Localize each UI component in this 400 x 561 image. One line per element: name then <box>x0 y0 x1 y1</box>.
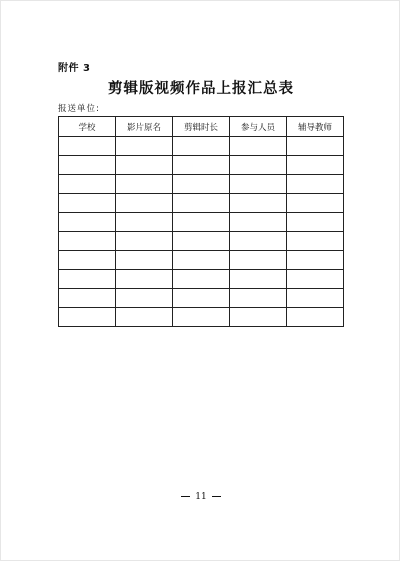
table-cell <box>59 270 116 289</box>
table-cell <box>230 232 287 251</box>
table-cell <box>230 251 287 270</box>
submitting-unit-label: 报送单位: <box>58 104 100 114</box>
table-body <box>59 137 344 327</box>
table-cell <box>116 308 173 327</box>
table-row <box>59 232 344 251</box>
table-header-row <box>59 117 344 137</box>
table-cell <box>230 156 287 175</box>
header-edit-duration: 剪辑时长 <box>173 117 230 137</box>
table-cell <box>173 213 230 232</box>
table-cell <box>287 251 344 270</box>
table-row <box>59 156 344 175</box>
table-cell <box>287 156 344 175</box>
table-cell <box>230 175 287 194</box>
table-row <box>59 289 344 308</box>
table-cell <box>230 213 287 232</box>
table-cell <box>173 251 230 270</box>
table-cell <box>230 308 287 327</box>
table-cell <box>116 156 173 175</box>
table-cell <box>173 137 230 156</box>
table-cell <box>59 308 116 327</box>
table-row <box>59 270 344 289</box>
table-cell <box>59 251 116 270</box>
dash-right <box>212 496 221 497</box>
table-cell <box>287 194 344 213</box>
table-cell <box>116 175 173 194</box>
page-number: 11 <box>195 492 207 502</box>
table-row <box>59 251 344 270</box>
table-cell <box>116 232 173 251</box>
page-title: 剪辑版视频作品上报汇总表 <box>108 80 294 97</box>
table-cell <box>287 289 344 308</box>
table-cell <box>287 137 344 156</box>
table-cell <box>59 175 116 194</box>
table-cell <box>230 137 287 156</box>
report-summary-table <box>58 116 344 327</box>
header-school: 学校 <box>59 117 116 137</box>
page-number-footer <box>1 492 400 502</box>
header-advisor: 辅导教师 <box>287 117 344 137</box>
header-film-title: 影片原名 <box>116 117 173 137</box>
table-cell <box>173 156 230 175</box>
table-cell <box>59 137 116 156</box>
table-cell <box>59 289 116 308</box>
table-cell <box>287 308 344 327</box>
table-cell <box>116 213 173 232</box>
table-cell <box>173 194 230 213</box>
table-cell <box>230 289 287 308</box>
table-cell <box>173 270 230 289</box>
table-row <box>59 194 344 213</box>
table-cell <box>173 289 230 308</box>
table-cell <box>173 232 230 251</box>
table-cell <box>59 194 116 213</box>
table-row <box>59 175 344 194</box>
table-cell <box>116 194 173 213</box>
table-cell <box>116 270 173 289</box>
table-cell <box>287 213 344 232</box>
table-row <box>59 213 344 232</box>
table-cell <box>59 213 116 232</box>
table-cell <box>230 270 287 289</box>
table-cell <box>116 289 173 308</box>
table-cell <box>173 308 230 327</box>
table-cell <box>116 137 173 156</box>
header-participants: 参与人员 <box>230 117 287 137</box>
table-row <box>59 137 344 156</box>
table-cell <box>59 156 116 175</box>
dash-left <box>181 496 190 497</box>
table-cell <box>287 175 344 194</box>
table-cell <box>116 251 173 270</box>
attachment-label: 附件 3 <box>58 63 91 74</box>
table-cell <box>287 270 344 289</box>
table-cell <box>287 232 344 251</box>
table-cell <box>59 232 116 251</box>
table-cell <box>173 175 230 194</box>
table-row <box>59 308 344 327</box>
table-cell <box>230 194 287 213</box>
